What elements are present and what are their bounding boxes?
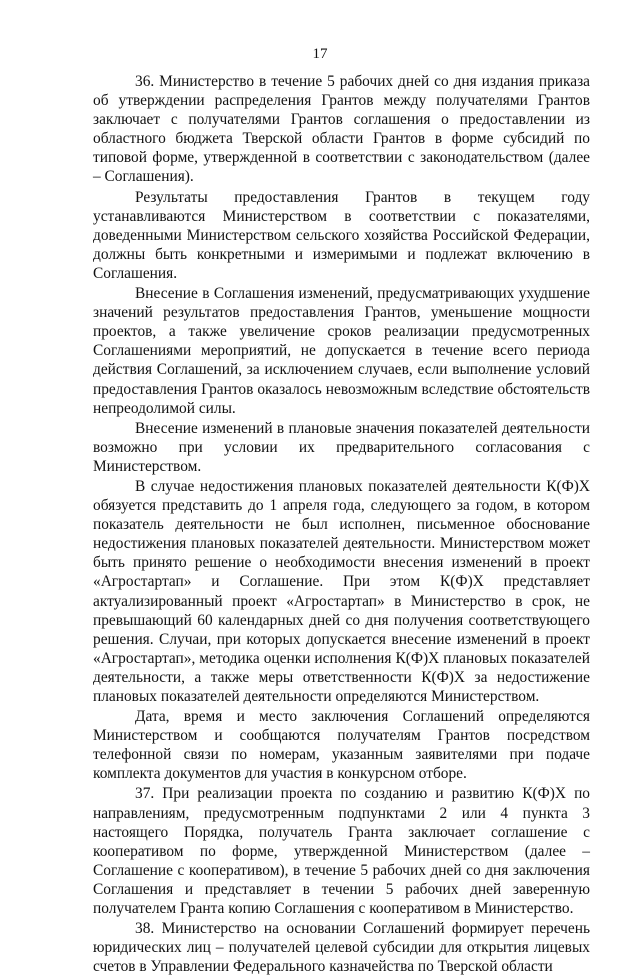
paragraph-underachievement: В случае недостижения плановых показателей деятельности К(Ф)Х обязуется представить до 1 апреля года, следующего за годом, в котором показатель деятельности не был исполнен, письменное обоснование недостижения плановых показателей деятельности. Министерством может быть принято решение о необходимости внесения изменений в проект «Агростартап» и Соглашение. При этом К(Ф)Х представляет актуализированный проект «Агростартап» в Министерство в срок, не превышающий 60 календарных дней со дня получения соответствующего решения. Случаи, при которых допускается внесение изменений в проект «Агростартап», методика оценки исполнения К(Ф)Х плановых показателей деятельности, а также меры ответственности К(Ф)Х за недостижение плановых показателей деятельности определяются Министерством. [93, 477, 590, 705]
paragraph-grant-results: Результаты предоставления Грантов в текущем году устанавливаются Министерством в соответствии с показателями, доведенными Министерством сельского хозяйства Российской Федерации, должны быть конкретными и измеримыми и подлежат включению в Соглашения. [93, 188, 590, 282]
document-body [93, 72, 590, 977]
paragraph-plan-value-changes: Внесение изменений в плановые значения показателей деятельности возможно при условии их предварительного согласования с Министерством. [93, 419, 590, 475]
paragraph-agreement-changes: Внесение в Соглашения изменений, предусматривающих ухудшение значений результатов предоставления Грантов, уменьшение мощности проектов, а также увеличение сроков реализации предусмотренных Соглашениями мероприятий, не допускается в течение всего периода действия Соглашений, за исключением случаев, если выполнение условий предоставления Грантов оказалось невозможным вследствие обстоятельств непреодолимой силы. [93, 285, 590, 417]
paragraph-36-grant-agreements: 36. Министерство в течение 5 рабочих дней со дня издания приказа об утверждении распределения Грантов между получателями Грантов заключает с получателями Грантов соглашения о предоставлении из областного бюджета Тверской области Грантов в форме субсидий по типовой форме, утвержденной в соответствии с законодательством (далее – Соглашения). [93, 73, 590, 186]
paragraph-37-cooperative-agreement: 37. При реализации проекта по созданию и развитию К(Ф)Х по направлениям, предусмотренным подпунктами 2 или 4 пункта 3 настоящего Порядка, получатель Гранта заключает соглашение с кооперативом по форме, утвержденной Министерством (далее – Соглашение с кооперативом), в течение 5 рабочих дней со дня заключения Соглашения и представляет в течении 5 рабочих дней заверенную получателем Гранта копию Соглашения с кооперативом в Министерство. [93, 785, 590, 918]
paragraph-signing-details: Дата, время и место заключения Соглашений определяются Министерством и сообщаются получателям Грантов посредством телефонной связи по номерам, указанным заявителями при подаче комплекта документов для участия в конкурсном отборе. [93, 708, 590, 783]
paragraph-38-recipient-list: 38. Министерство на основании Соглашений формирует перечень юридических лиц – получателей целевой субсидии для открытия лицевых счетов в Управлении Федерального казначейства по Тверской области [93, 920, 590, 976]
page-number: 17 [312, 46, 328, 62]
